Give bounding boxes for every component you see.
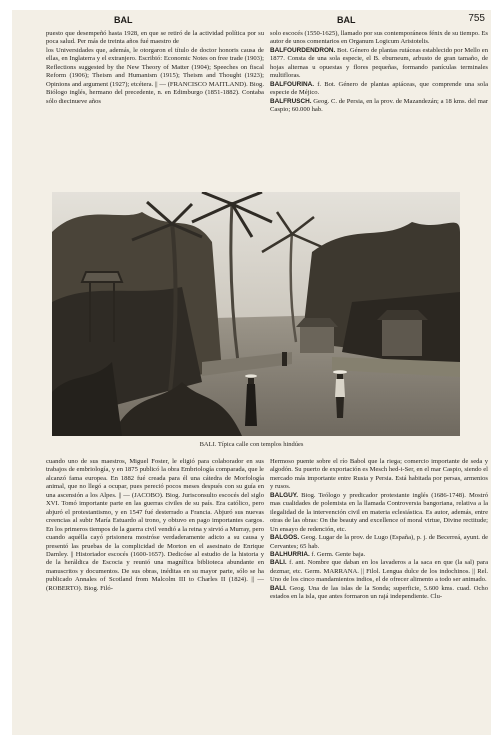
entry bbox=[270, 47, 488, 81]
entry-headword: BALI. bbox=[270, 559, 287, 567]
entry bbox=[270, 534, 488, 551]
entry bbox=[270, 559, 488, 584]
entry-text: Geog. C. de Persia, en la prov. de Mazandezán; a 18 kms. del mar Caspio; 60.000 hab. bbox=[270, 97, 488, 114]
entry-text: f. Germ. Gente baja. bbox=[309, 550, 366, 558]
paragraph: cuando uno de sus maestros, Miguel Foster, le eligió para colaborador en sus trabajos de embriología, y en 1875 publicó la obra Embriología comparada, que le alcanzó fama europea. En 1882 fué creada para él una cátedra de Morfología animal, que no llegó a ocupar, pues pereció pocos meses después con su guía en una ascensión a los Alpes. || — (JACOBO). Biog. Jurisconsulto escocés del siglo XVI. Tomó importante parte en las guerras civiles de su país. Era católico, pero abjuró el protestantismo, y en 1547 fué desterrado a Francia. Abjuró sus nuevas creencias al subir María Estuardo al trono, y obtuvo en pago importantes cargos. En los primeros tiempos de la guerra civil vendió a la reina y sirvió a Murray, pero cuando aquélla cayó prisionera mostróse verdaderamente adicto a su causa y presentó las pruebas de la complicidad de Morton en el asesinato de Enrique Darnley. || Historiador escocés (1600-1657). Dedicóse al estudio de la historia y de la heráldica de Escocia y reunió una magnífica biblioteca abundante en manuscritos y documentos. De sus obras, inéditas en su mayor parte, sólo se ha publicado Annales of Scotland from Malcolm III to Charles II (1824). || — (ROBERTO). Biog. Filó- bbox=[46, 458, 264, 592]
entry bbox=[270, 30, 488, 47]
entry bbox=[270, 98, 488, 115]
paragraph: los Universidades que, además, le otorgaron el título de doctor honoris causa de ellas, en Inglaterra y el extranjero. Escribió: Economic Notes on free trade (1903); Reflections suggested by the New Theory of Matter (1904); Speeches on fiscal Reform (1906); Theism and Humanism (1915); Theism and Thought (1923); Opinions and argument (1927); etcétera. || — (FRANCISCO MAITLAND). Biog. Biólogo inglés, hermano del precedente, n. en Edimburgo (1851-1882). Contaba sólo diecinueve años bbox=[46, 46, 264, 105]
entry-text: f. Bot. Género de plantas apiáceas, que comprende una sola especie de Méjico. bbox=[270, 80, 488, 97]
entry-text: solo escocés (1550-1625), llamado por sus contemporáneos fénix de su tiempo. Es autor de unos comentarios en Organum Logicum Aristotelis. bbox=[270, 30, 488, 46]
entry bbox=[270, 81, 488, 98]
entry bbox=[270, 492, 488, 534]
encyclopedia-page bbox=[12, 10, 491, 735]
entry bbox=[270, 551, 488, 559]
bottom-left-column bbox=[46, 458, 264, 734]
entry-text: Bot. Género de plantas rutáceas establecido por Mello en 1877. Consta de una sola especie, el B. eburneum, arbusto de gran tamaño, de hojas alternas u opuestas y flores pequeñas, formando panículas terminales multifloras. bbox=[270, 46, 488, 80]
entry-headword: BALFRUSCH. bbox=[270, 97, 312, 105]
entry-headword: BALFOURINA. bbox=[270, 80, 315, 88]
entry bbox=[270, 585, 488, 602]
paragraph: puesto que desempeñó hasta 1928, en que se retiró de la actividad política por su poca salud. Per más de treinta años fué maestro de bbox=[46, 30, 264, 46]
header-center-word: BAL bbox=[337, 15, 356, 25]
header-left-word: BAL bbox=[114, 15, 133, 25]
page-number: 755 bbox=[468, 13, 485, 24]
entry-text: Geog. Lugar de la prov. de Lugo (España), p. j. de Becerreá, ayunt. de Cervantes; 65 hab. bbox=[270, 534, 488, 550]
bottom-right-column bbox=[270, 458, 488, 734]
entry-text: f. ant. Nombre que daban en los lavaderos a la saca en que (la sal) para dezmar, etc. Germ. MARRANA. || Filol. Lengua dulce de los indochinos. || Rel. Uno de los cinco mandamientos indios, el de ofrecer alimento a todo ser animado. bbox=[270, 559, 488, 584]
street-photograph bbox=[52, 192, 460, 436]
photo-illustration bbox=[52, 192, 460, 436]
top-right-column bbox=[270, 30, 488, 190]
entry-text: Geog. Una de las islas de la Sonda; superficie, 5.600 kms. cuad. Ocho estados en la isla, que antes formaron un rajá independiente. Clu- bbox=[270, 584, 488, 601]
running-head bbox=[12, 12, 491, 28]
top-left-column bbox=[46, 30, 264, 190]
entry-headword: BALFOURDENDRON. bbox=[270, 46, 336, 54]
entry-text: Hermoso puente sobre el río Babol que la riega; comercio importante de seda y algodón. Su puerto de exportación es Mesch hed-i-Ser, en el mar Caspio, siendo el mercado más importante entre Rusia y Persia. Está habitada por persas, armenios y rusos. bbox=[270, 458, 488, 491]
entry bbox=[270, 458, 488, 492]
entry-text: Biog. Teólogo y predicador protestante inglés (1686-1748). Mostró mas cualidades de polemista en la llamada Controversia bangoriana, relativa a la ilegalidad de la intervención civil en materia eclesiástica. Es autor, además, entre otras de las obras: On the beauty and excellence of moral virtue, Divine rectitude; Un ensayo de redención, etc. bbox=[270, 491, 488, 533]
entry-headword: BALI. bbox=[270, 584, 287, 592]
entry-headword: BALGOS. bbox=[270, 534, 300, 542]
entry-headword: BALGUY. bbox=[270, 491, 299, 499]
photo-caption: BALI. Típica calle con templos hindúes bbox=[199, 441, 304, 448]
entry-headword: BALHURRIA. bbox=[270, 550, 310, 558]
